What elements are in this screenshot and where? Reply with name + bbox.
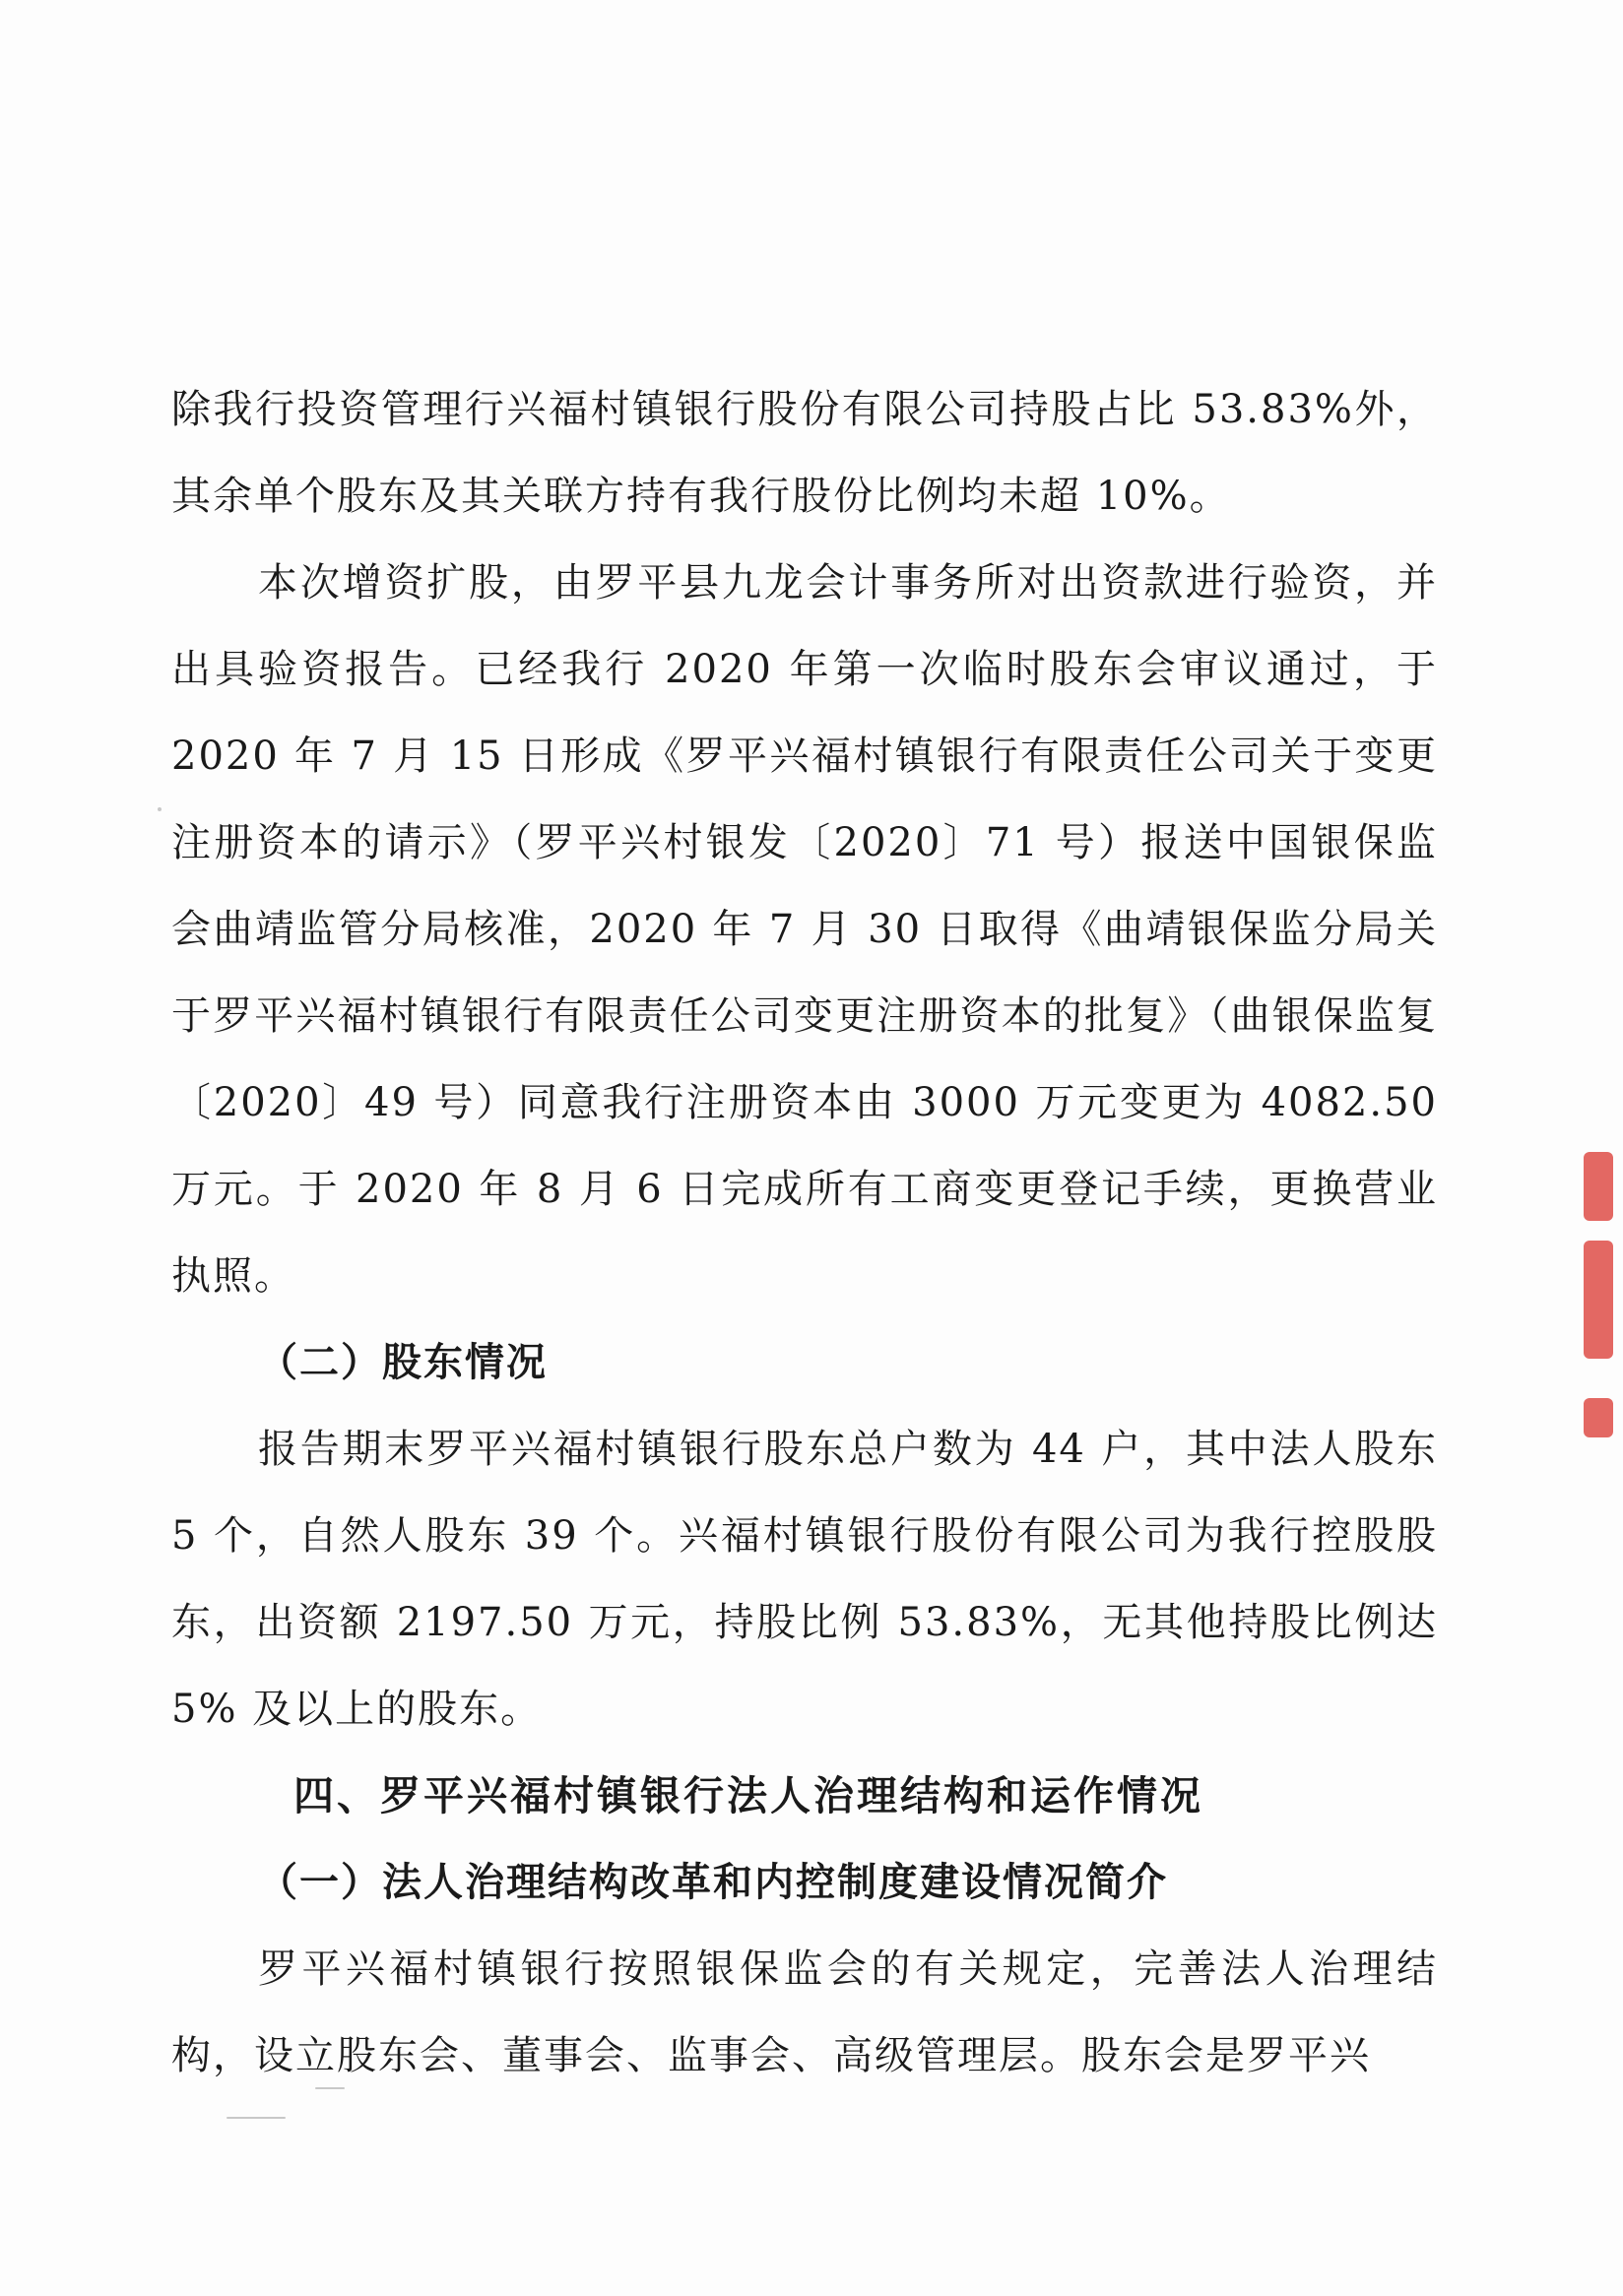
scan-speck — [315, 2087, 345, 2089]
section-heading-governance-reform: （一）法人治理结构改革和内控制度建设情况简介 — [258, 1859, 1168, 1905]
scan-speck — [158, 807, 162, 811]
seal-stamp-fragment — [1576, 1132, 1623, 1467]
document-body — [171, 366, 1438, 2099]
paragraph-governance: 罗平兴福村镇银行按照银保监会的有关规定，完善法人治理结构，设立股东会、董事会、监事会、高级管理层。股东会是罗平兴 — [171, 1946, 1438, 2078]
section-heading-governance: 四、罗平兴福村镇银行法人治理结构和运作情况 — [293, 1772, 1203, 1819]
paragraph-shareholders: 报告期末罗平兴福村镇银行股东总户数为 44 户，其中法人股东 5 个，自然人股东 39 个。兴福村镇银行股份有限公司为我行控股股东，出资额 2197.50 万元，持股比例 53.83%，无其他持股比例达 5% 及以上的股东。 — [171, 1427, 1438, 1732]
scan-speck — [227, 2117, 286, 2119]
paragraph-continuation: 除我行投资管理行兴福村镇银行股份有限公司持股占比 53.83%外，其余单个股东及其关联方持有我行股份比例均未超 10%。 — [171, 387, 1438, 519]
paragraph-capital-increase: 本次增资扩股，由罗平县九龙会计事务所对出资款进行验资，并出具验资报告。已经我行 2020 年第一次临时股东会审议通过，于 2020 年 7 月 15 日形成《罗平兴福村镇银行有限责任公司关于变更注册资本的请示》（罗平兴村银发〔2020〕71 号）报送中国银保监会曲靖监管分局核准，2020 年 7 月 30 日取得《曲靖银保监分局关于罗平兴福村镇银行有限责任公司变更注册资本的批复》（曲银保监复〔2020〕49 号）同意我行注册资本由 3000 万元变更为 4082.50 万元。于 2020 年 8 月 6 日完成所有工商变更登记手续，更换营业执照。 — [171, 560, 1438, 1299]
section-heading-shareholders: （二）股东情况 — [258, 1339, 548, 1385]
